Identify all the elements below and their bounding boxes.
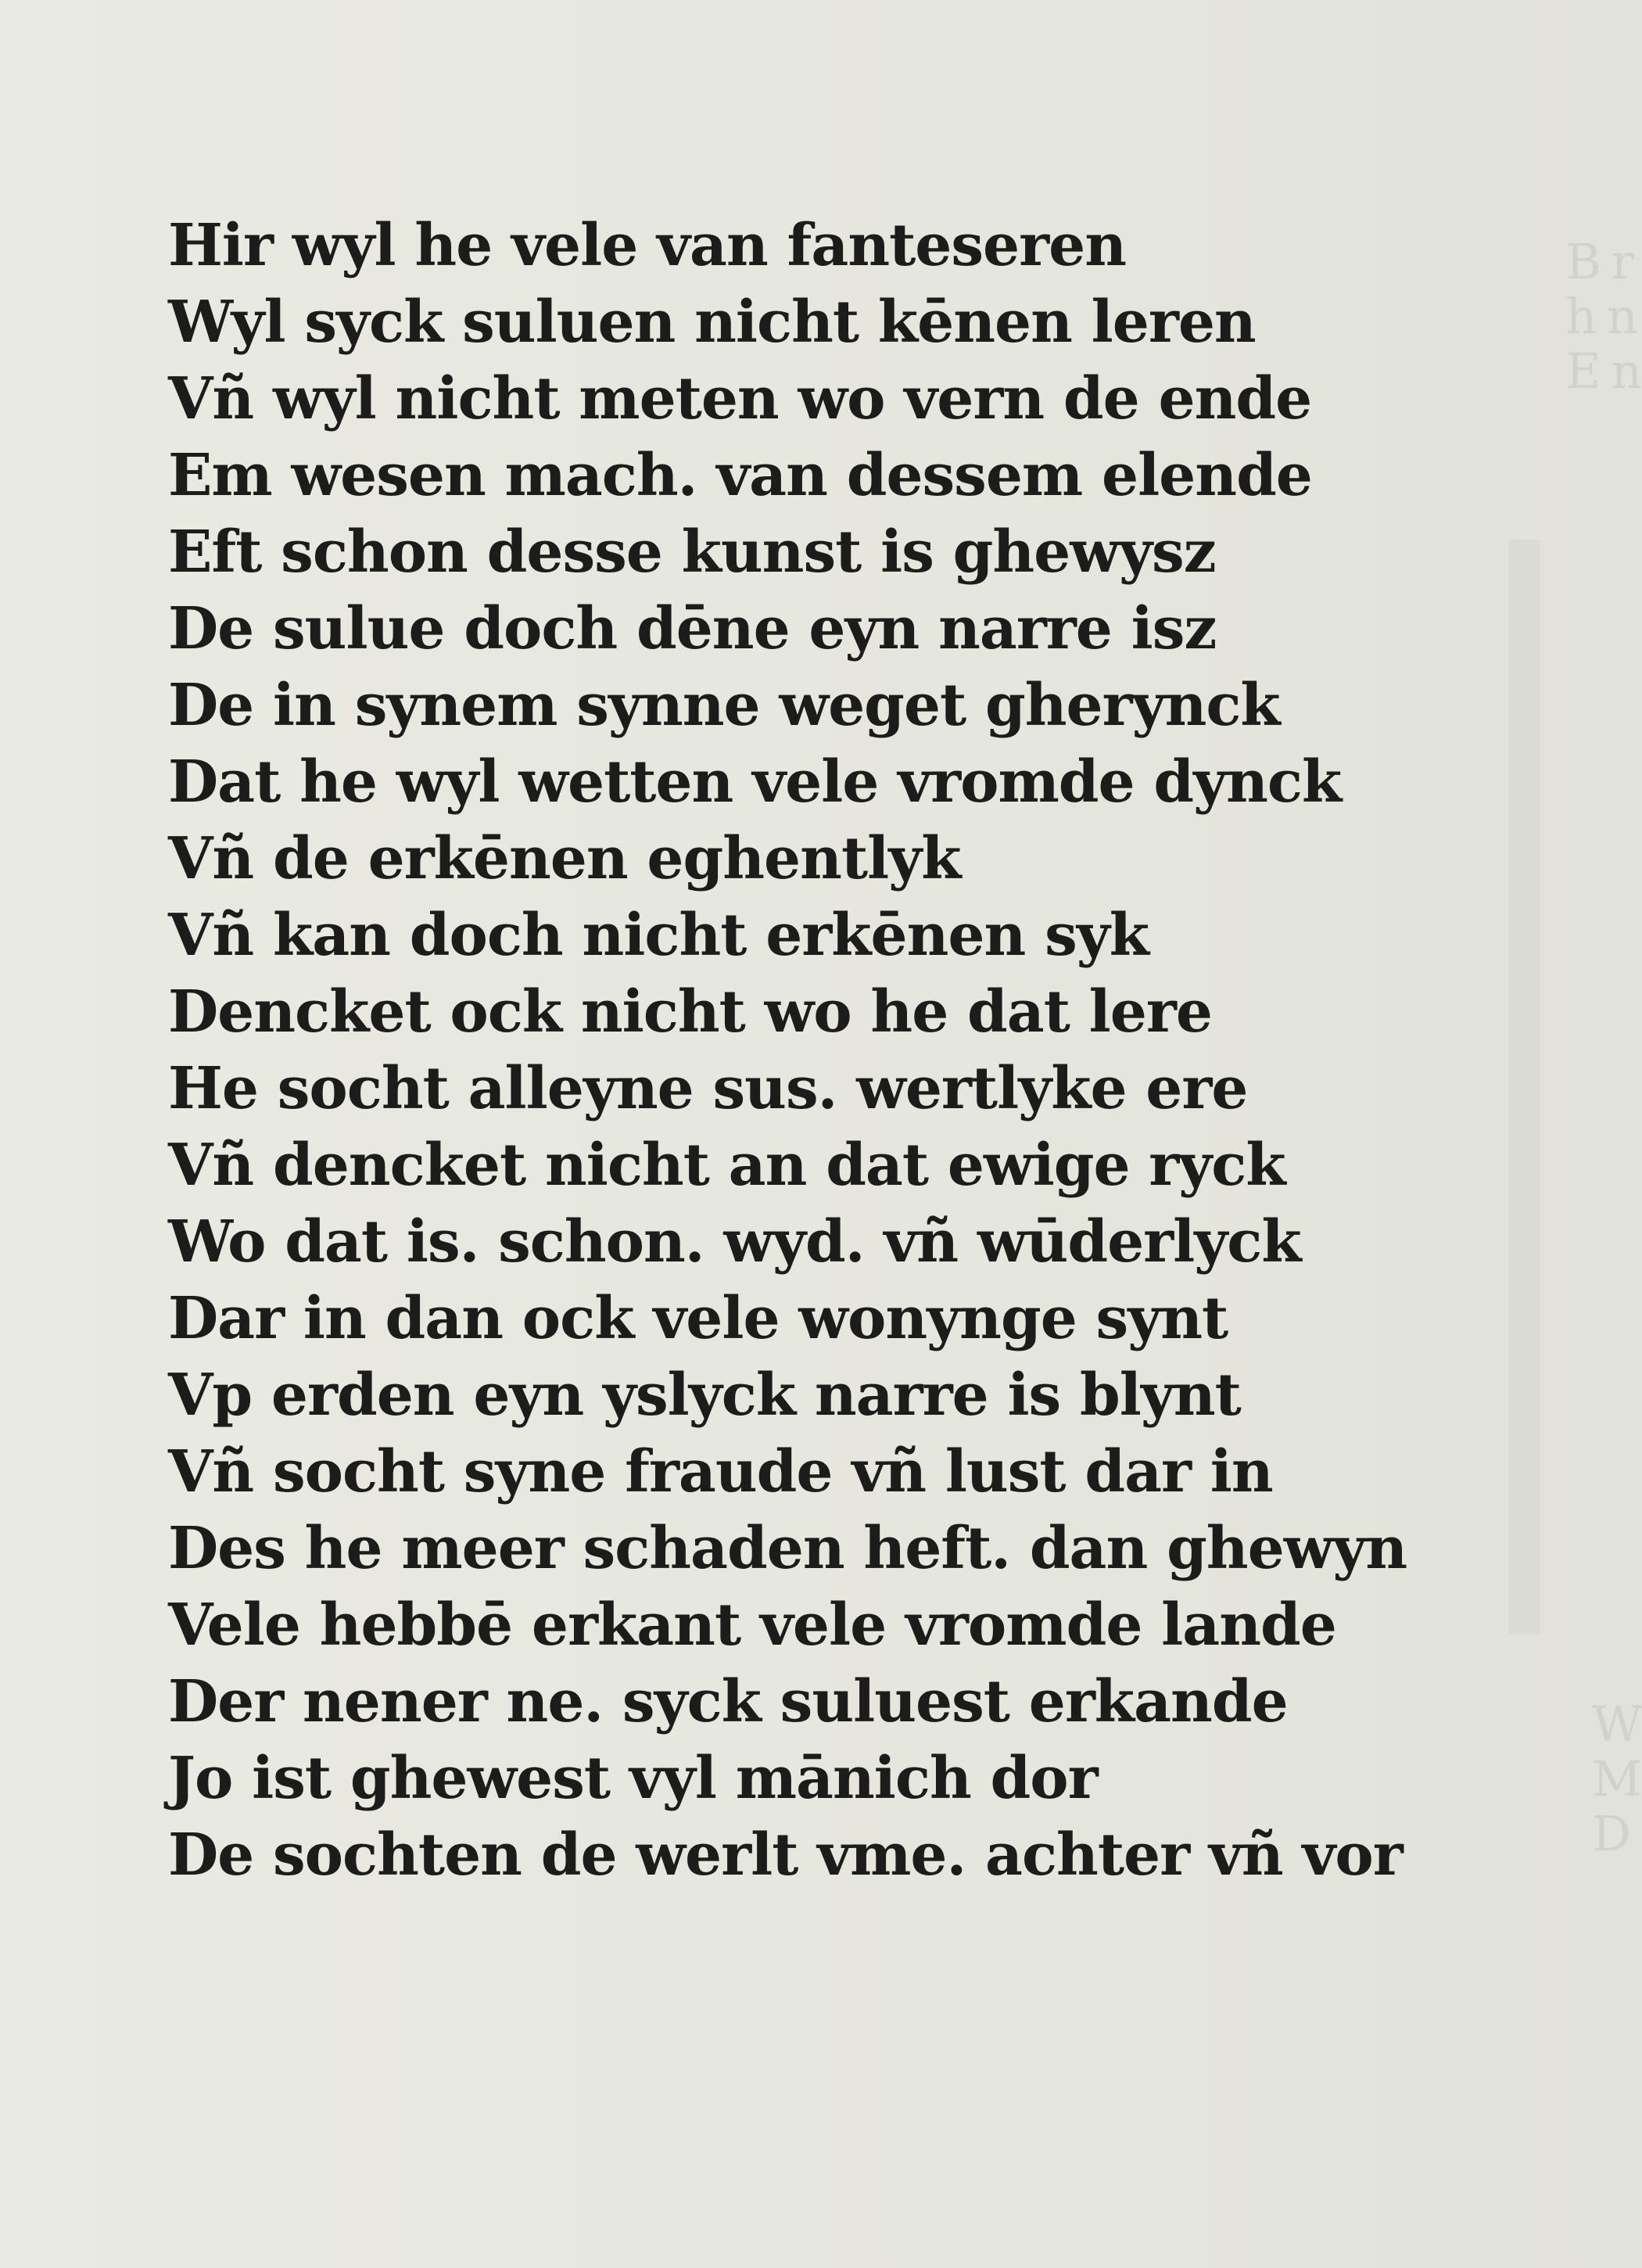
verse-line-3: Vñ wyl nicht meten wo vern de ende	[168, 365, 1312, 432]
verse-line-4: Em wesen mach. van dessem elende	[168, 442, 1312, 509]
verse-line-20: Der nener ne. syck suluest erkande	[168, 1668, 1288, 1735]
bleed-shadow	[1509, 540, 1540, 1635]
verse-line-1: Hir wyl he vele van fanteseren	[168, 212, 1127, 279]
verse-line-2: Wyl syck suluen nicht kēnen leren	[168, 289, 1256, 356]
verse-text-block	[168, 207, 1450, 1893]
verse-line-15: Dar in dan ock vele wonynge synt	[168, 1285, 1228, 1352]
verse-line-9: Vñ de erkēnen eghentlyk	[168, 825, 961, 892]
verse-line-13: Vñ dencket nicht an dat ewige ryck	[168, 1132, 1285, 1199]
verse-line-21: Jo ist ghewest vyl mānich dor	[168, 1745, 1098, 1812]
verse-line-17: Vñ socht syne fraude vñ lust dar in	[168, 1438, 1273, 1505]
verse-line-6: De sulue doch dēne eyn narre isz	[168, 595, 1217, 662]
verse-line-22: De sochten de werlt vme. achter vñ vor	[168, 1821, 1403, 1889]
facing-page-bleed-through	[1486, 0, 1642, 2268]
verse-line-11: Dencket ock nicht wo he dat lere	[168, 978, 1212, 1046]
verse-line-7: De in synem synne weget gherynck	[168, 672, 1280, 739]
verse-line-12: He socht alleyne sus. wertlyke ere	[168, 1055, 1248, 1122]
verse-line-5: Eft schon desse kunst is ghewysz	[168, 519, 1216, 586]
verse-line-19: Vele hebbē erkant vele vromde lande	[168, 1592, 1336, 1659]
verse-line-18: Des he meer schaden heft. dan ghewyn	[168, 1515, 1407, 1582]
bleed-through-text-bottom: W M D	[1592, 1696, 1642, 1862]
verse-line-16: Vp erden eyn yslyck narre is blynt	[168, 1362, 1241, 1429]
verse-line-8: Dat he wyl wetten vele vromde dynck	[168, 748, 1342, 816]
bleed-through-text-top: B r h n E n	[1565, 233, 1642, 400]
verse-line-10: Vñ kan doch nicht erkēnen syk	[168, 902, 1149, 969]
verse-line-14: Wo dat is. schon. wyd. vñ wūderlyck	[168, 1208, 1301, 1276]
